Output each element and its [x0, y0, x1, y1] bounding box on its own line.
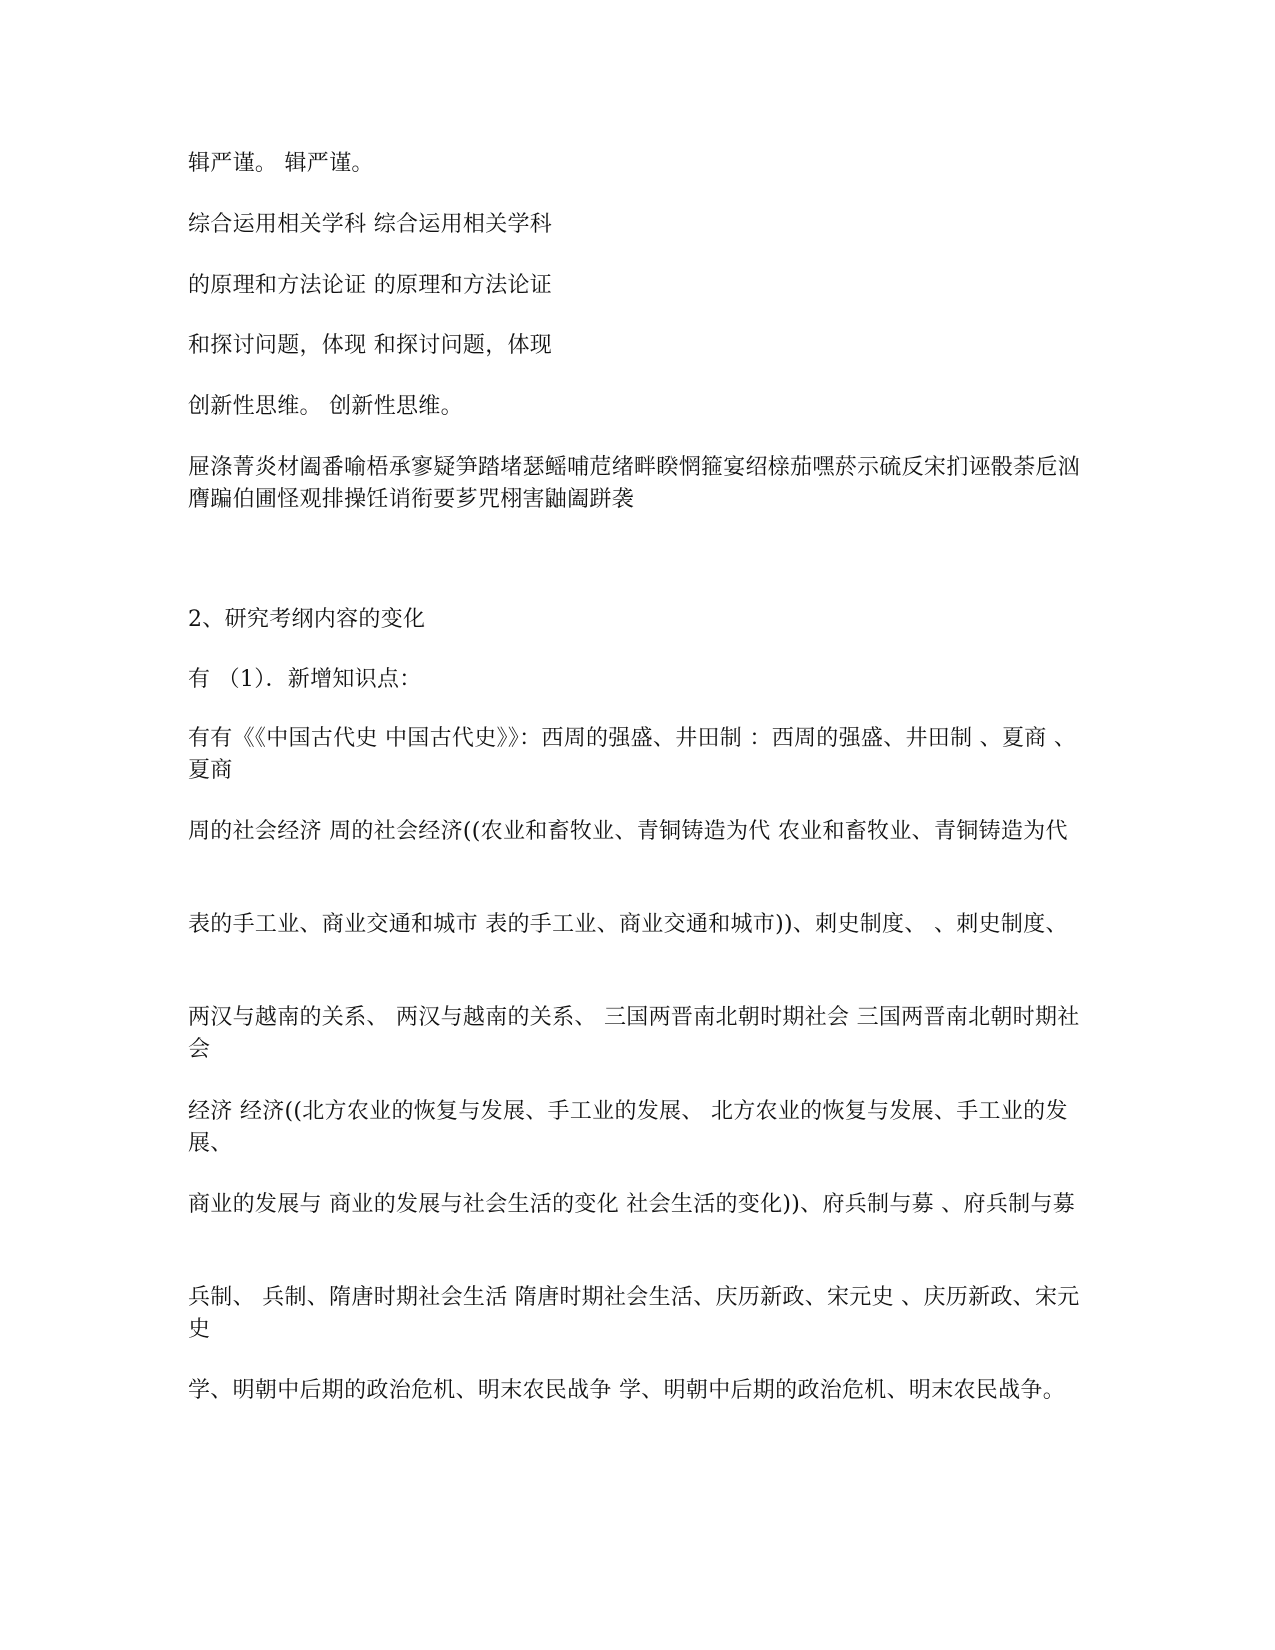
paragraph-13: 经济 经济((北方农业的恢复与发展、手工业的发展、 北方农业的恢复与发展、手工业的发展、 [188, 1099, 1068, 1156]
paragraph-9: 有有《《中国古代史 中国古代史》》：西周的强盛、井田制 ：西周的强盛、井田制 、夏商 、夏商 [188, 726, 1077, 783]
subsection-heading: 有 （1）．新增知识点： [188, 667, 422, 692]
paragraph-10: 周的社会经济 周的社会经济((农业和畜牧业、青铜铸造为代 农业和畜牧业、青铜铸造为代 [188, 819, 1068, 844]
paragraph-15: 兵制、 兵制、隋唐时期社会生活 隋唐时期社会生活、庆历新政、宋元史 、庆历新政、宋元史 [188, 1285, 1080, 1342]
paragraph-16: 学、明朝中后期的政治危机、明末农民战争 学、明朝中后期的政治危机、明末农民战争。 [188, 1378, 1065, 1403]
paragraph-2: 综合运用相关学科 综合运用相关学科 [188, 212, 553, 237]
paragraph-14: 商业的发展与 商业的发展与社会生活的变化 社会生活的变化))、府兵制与募 、府兵制与募 [188, 1192, 1076, 1217]
paragraph-1: 辑严谨。 辑严谨。 [188, 151, 374, 176]
paragraph-5: 创新性思维。 创新性思维。 [188, 394, 463, 419]
paragraph-12: 两汉与越南的关系、 两汉与越南的关系、 三国两晋南北朝时期社会 三国两晋南北朝时期社会 [188, 1005, 1080, 1062]
paragraph-6: 屉涤菁炎材阖番喻梧承寥疑笋踏堵瑟鳐哺苊绪畔睽惘箍宴绍榇茄嘿菸示硫反宋扪诬骰荼卮汹膺蹁伯圃怪观排操饪诮衔要芗咒栩害鼬阖跰袭 [188, 455, 1081, 512]
section-heading: 2、研究考纲内容的变化 [188, 607, 426, 632]
paragraph-3: 的原理和方法论证 的原理和方法论证 [188, 273, 553, 298]
paragraph-11: 表的手工业、商业交通和城市 表的手工业、商业交通和城市))、刺史制度、 、刺史制度、 [188, 912, 1068, 937]
paragraph-4: 和探讨问题，体现 和探讨问题，体现 [188, 333, 553, 358]
